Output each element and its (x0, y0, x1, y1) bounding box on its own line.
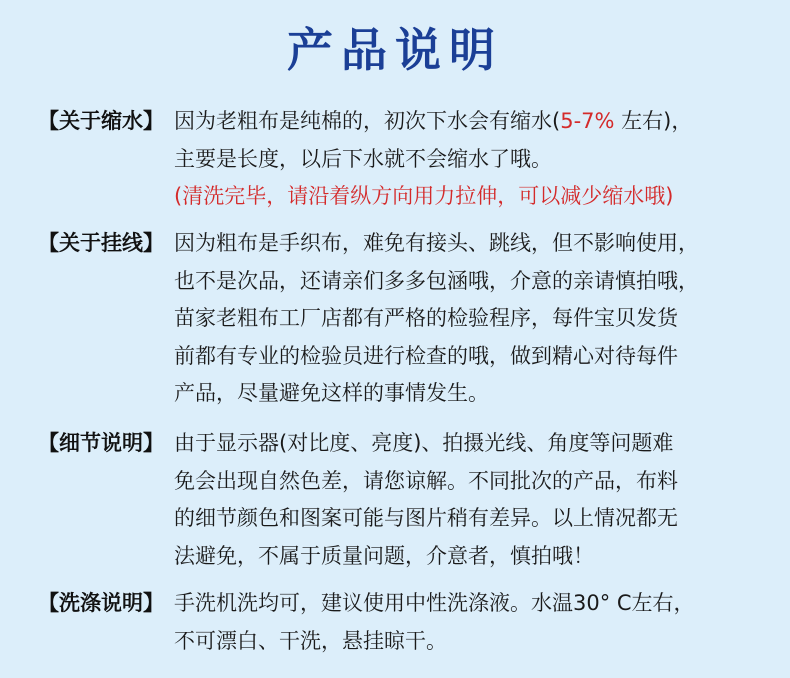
text-line: 的细节颜色和图案可能与图片稍有差异。以上情况都无 (174, 506, 678, 530)
text-line: 也不是次品，还请亲们多多包涵哦，介意的亲请慎拍哦， (174, 268, 699, 293)
section-label: 【关于缩水】 (38, 109, 164, 133)
section-label: 【洗涤说明】 (38, 591, 164, 615)
text-line: 苗家老粗布工厂店都有严格的检验程序，每件宝贝发货 (174, 306, 678, 330)
text-line: 前都有专业的检验员进行检查的哦，做到精心对待每件 (174, 343, 678, 368)
section-body (174, 103, 692, 216)
section-body (174, 585, 695, 660)
text-segment: 左右)， (614, 109, 693, 133)
text-line: 法避免，不属于质量问题，介意者，慎拍哦！ (174, 543, 594, 568)
text-line (174, 103, 692, 141)
section-body (174, 425, 678, 575)
text-line: 因为粗布是手织布，难免有接头、跳线，但不影响使用， (174, 231, 699, 255)
section-label: 【关于挂线】 (38, 231, 164, 255)
text-line: 主要是长度，以后下水就不会缩水了哦。 (174, 146, 552, 171)
text-line: 手洗机洗均可，建议使用中性洗涤液。水温30° C左右， (174, 591, 695, 615)
text-line: 免会出现自然色差，请您谅解。不同批次的产品，布料 (174, 468, 678, 493)
text-line: 不可漂白、干洗，悬挂晾干。 (174, 628, 447, 653)
warning-note: (清洗完毕，请沿着纵方向用力拉伸，可以减少缩水哦) (174, 184, 674, 208)
section-label: 【细节说明】 (38, 431, 164, 455)
page-title: 产品说明 (287, 23, 503, 77)
text-line: 由于显示器(对比度、亮度)、拍摄光线、角度等问题难 (174, 431, 674, 455)
section-body (174, 225, 699, 413)
text-line: 产品，尽量避免这样的事情发生。 (174, 381, 489, 405)
text-segment: 因为老粗布是纯棉的，初次下水会有缩水( (174, 109, 561, 133)
highlight-percentage: 5-7% (560, 109, 615, 133)
